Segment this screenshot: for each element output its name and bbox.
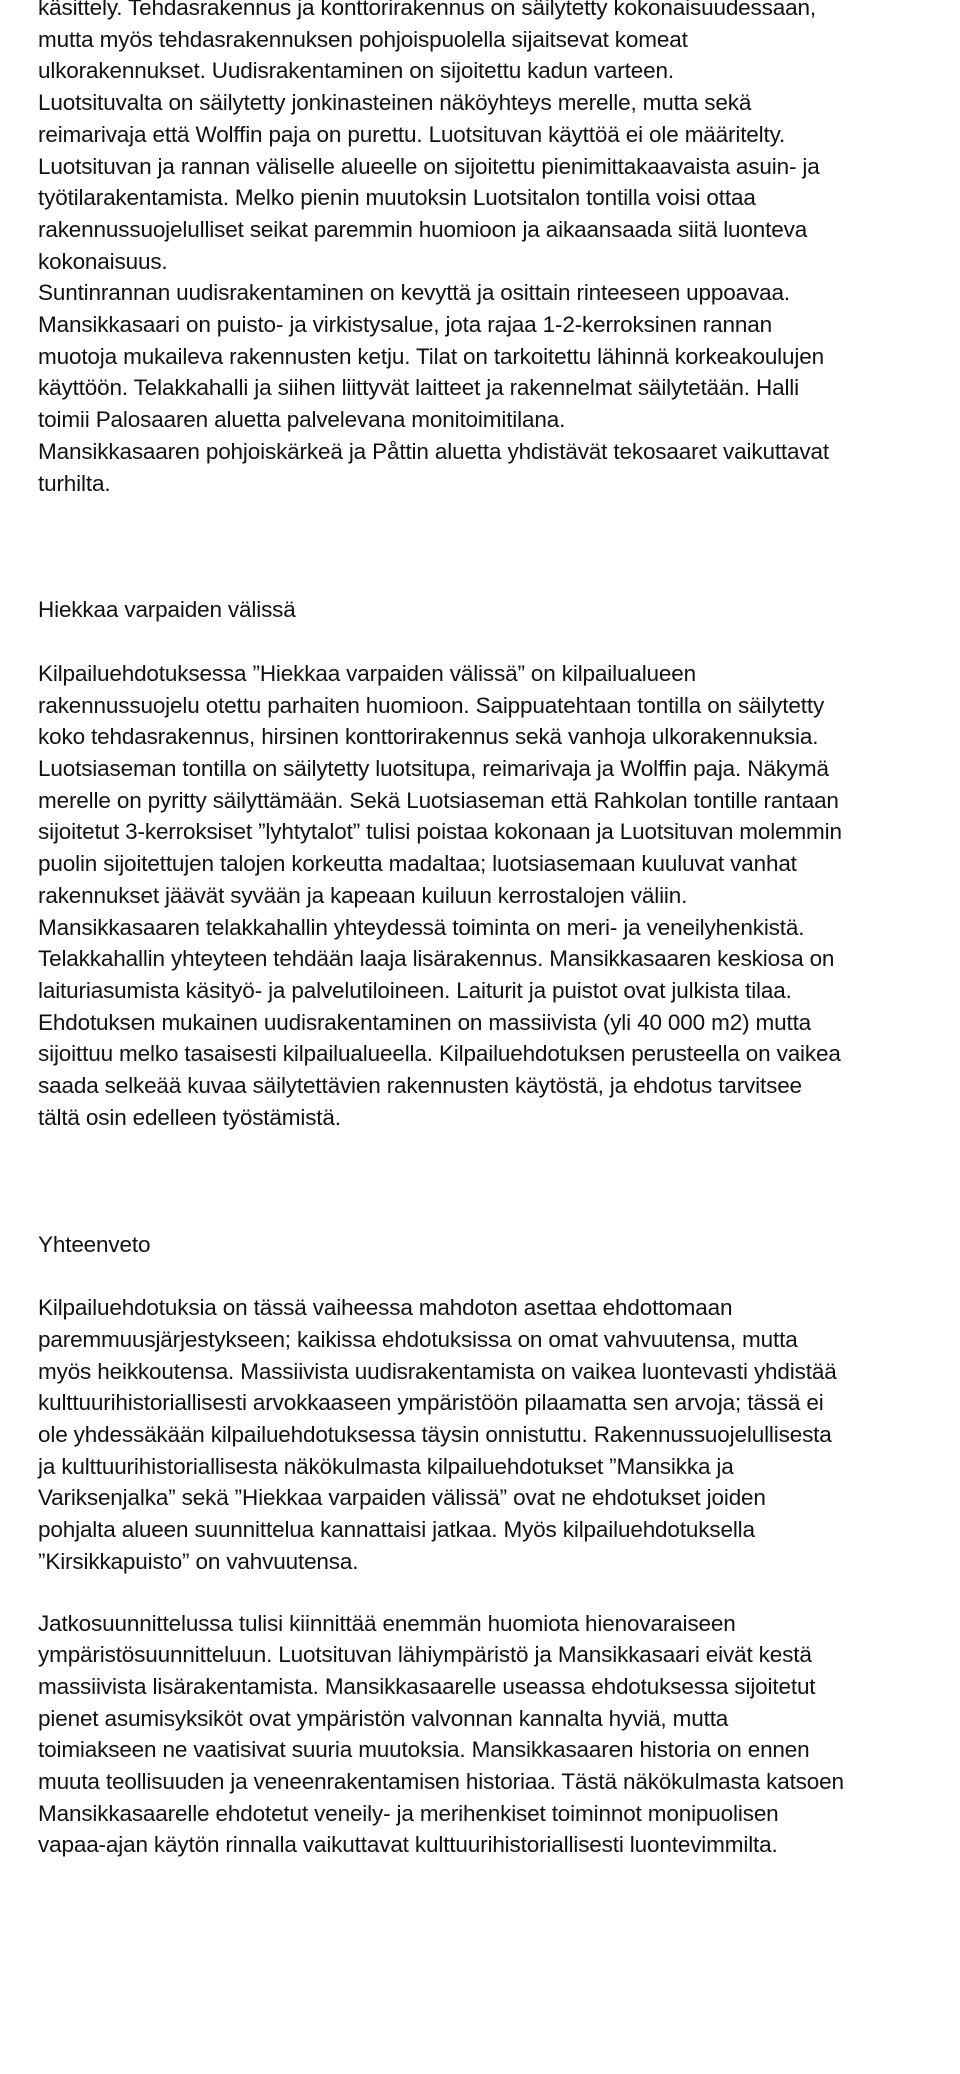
text-line: merelle on pyritty säilyttämään. Sekä Luotsiaseman että Rahkolan tontille rantaan xyxy=(38,787,839,813)
text-line: käsittely. Tehdasrakennus ja konttorirakennus on säilytetty kokonaisuudessaan, xyxy=(38,0,816,20)
text-line: tältä osin edelleen työstämistä. xyxy=(38,1104,341,1130)
text-line: työtilarakentamista. Melko pienin muutoksin Luotsitalon tontilla voisi ottaa xyxy=(38,185,756,211)
text-line: pohjalta alueen suunnittelua kannattaisi jatkaa. Myös kilpailuehdotuksella xyxy=(38,1517,755,1543)
text-line: rakennussuojelulliset seikat paremmin huomioon ja aikaansaada siitä luonteva xyxy=(38,216,808,242)
text-line: rakennussuojelu otettu parhaiten huomioon. Saippuatehtaan tontilla on säilytetty xyxy=(38,692,825,718)
heading-spacer xyxy=(38,1260,948,1292)
text-line: vapaa-ajan käytön rinnalla vaikuttavat kulttuurihistoriallisesti luontevimmilta. xyxy=(38,1832,778,1858)
text-line: Suntinrannan uudisrakentaminen on kevyttä ja osittain rinteeseen uppoavaa. xyxy=(38,280,790,306)
text-line: laituriasumista käsityö- ja palvelutiloineen. Laiturit ja puistot ovat julkista tilaa. xyxy=(38,977,792,1003)
text-line: massiivista lisärakentamista. Mansikkasaarelle useassa ehdotuksessa sijoitetut xyxy=(38,1673,816,1699)
text-line: Luotsiaseman tontilla on säilytetty luotsitupa, reimarivaja ja Wolffin paja. Näkymä xyxy=(38,756,829,782)
text-line: ja kulttuurihistoriallisesta näkökulmasta kilpailuehdotukset ”Mansikka ja xyxy=(38,1453,734,1479)
text-line: ”Kirsikkapuisto” on vahvuutensa. xyxy=(38,1548,359,1574)
text-line: ole yhdessäkään kilpailuehdotuksessa täysin onnistuttu. Rakennussuojelullisesta xyxy=(38,1422,832,1448)
text-line: Mansikkasaari on puisto- ja virkistysalue, jota rajaa 1-2-kerroksinen rannan xyxy=(38,312,772,338)
text-line: muuta teollisuuden ja veneenrakentamisen historiaa. Tästä näkökulmasta katsoen xyxy=(38,1769,844,1795)
text-line: muotoja mukaileva rakennusten ketju. Tilat on tarkoitettu lähinnä korkeakoulujen xyxy=(38,343,824,369)
text-line: Mansikkasaarelle ehdotetut veneily- ja merihenkiset toiminnot monipuolisen xyxy=(38,1800,779,1826)
section1-paragraph xyxy=(38,658,948,1134)
section-spacer xyxy=(38,1134,948,1229)
text-line: kokonaisuus. xyxy=(38,248,168,274)
text-line: turhilta. xyxy=(38,470,111,496)
text-line: kulttuurihistoriallisesti arvokkaaseen ympäristöön pilaamatta sen arvoja; tässä ei xyxy=(38,1390,824,1416)
text-line: sijoittuu melko tasaisesti kilpailualueella. Kilpailuehdotuksen perusteella on vaikea xyxy=(38,1041,841,1067)
text-line: puolin sijoitettujen talojen korkeutta madaltaa; luotsiasemaan kuuluvat vanhat xyxy=(38,851,797,877)
text-line: Mansikkasaaren pohjoiskärkeä ja Påttin aluetta yhdistävät tekosaaret vaikuttavat xyxy=(38,438,829,464)
document-page xyxy=(38,0,948,1861)
text-line: koko tehdasrakennus, hirsinen konttorirakennus sekä vanhoja ulkorakennuksia. xyxy=(38,724,819,750)
text-line: Luotsituvalta on säilytetty jonkinasteinen näköyhteys merelle, mutta sekä xyxy=(38,90,752,116)
text-line: Ehdotuksen mukainen uudisrakentaminen on massiivista (yli 40 000 m2) mutta xyxy=(38,1009,812,1035)
text-line: paremmuusjärjestykseen; kaikissa ehdotuksissa on omat vahvuutensa, mutta xyxy=(38,1326,798,1352)
heading-spacer xyxy=(38,626,948,658)
section2-paragraph-1 xyxy=(38,1292,948,1577)
text-line: sijoitetut 3-kerroksiset ”lyhtytalot” tulisi poistaa kokonaan ja Luotsituvan molemmin xyxy=(38,819,842,845)
text-line: toimiakseen ne vaatisivat suuria muutoksia. Mansikkasaaren historia on ennen xyxy=(38,1737,810,1763)
text-line: rakennukset jäävät syvään ja kapeaan kuiluun kerrostalojen väliin. xyxy=(38,882,688,908)
text-line: Kilpailuehdotuksia on tässä vaiheessa mahdoton asettaa ehdottomaan xyxy=(38,1295,733,1321)
text-line: Kilpailuehdotuksessa ”Hiekkaa varpaiden välissä” on kilpailualueen xyxy=(38,660,696,686)
text-line: mutta myös tehdasrakennuksen pohjoispuolella sijaitsevat komeat xyxy=(38,26,688,52)
section-heading-yhteenveto: Yhteenveto xyxy=(38,1231,151,1257)
text-line: Luotsituvan ja rannan väliselle alueelle on sijoitettu pienimittakaavaista asuin- ja xyxy=(38,153,820,179)
text-line: ympäristösuunnitteluun. Luotsituvan lähiympäristö ja Mansikkasaari eivät kestä xyxy=(38,1642,812,1668)
text-line: ulkorakennukset. Uudisrakentaminen on sijoitettu kadun varteen. xyxy=(38,58,674,84)
section2-paragraph-2 xyxy=(38,1608,948,1862)
text-line: myös heikkoutensa. Massiivista uudisrakentamista on vaikea luontevasti yhdistää xyxy=(38,1358,837,1384)
text-line: reimarivaja että Wolffin paja on purettu. Luotsituvan käyttöä ei ole määritelty. xyxy=(38,121,786,147)
section-heading-hiekkaa: Hiekkaa varpaiden välissä xyxy=(38,597,296,623)
text-line: käyttöön. Telakkahalli ja siihen liittyvät laitteet ja rakennelmat säilytetään. Halli xyxy=(38,375,799,401)
text-line: Telakkahallin yhteyteen tehdään laaja lisärakennus. Mansikkasaaren keskiosa on xyxy=(38,946,835,972)
text-line: saada selkeää kuvaa säilytettävien rakennusten käytöstä, ja ehdotus tarvitsee xyxy=(38,1073,802,1099)
text-line: Variksenjalka” sekä ”Hiekkaa varpaiden välissä” ovat ne ehdotukset joiden xyxy=(38,1485,766,1511)
section-spacer xyxy=(38,499,948,594)
text-line: Jatkosuunnittelussa tulisi kiinnittää enemmän huomiota hienovaraiseen xyxy=(38,1610,736,1636)
text-line: toimii Palosaaren aluetta palvelevana monitoimitilana. xyxy=(38,407,566,433)
text-line: Mansikkasaaren telakkahallin yhteydessä toiminta on meri- ja veneilyhenkistä. xyxy=(38,914,805,940)
intro-paragraph xyxy=(38,0,948,499)
text-line: pienet asumisyksiköt ovat ympäristön valvonnan kannalta hyviä, mutta xyxy=(38,1705,729,1731)
paragraph-spacer xyxy=(38,1578,948,1608)
